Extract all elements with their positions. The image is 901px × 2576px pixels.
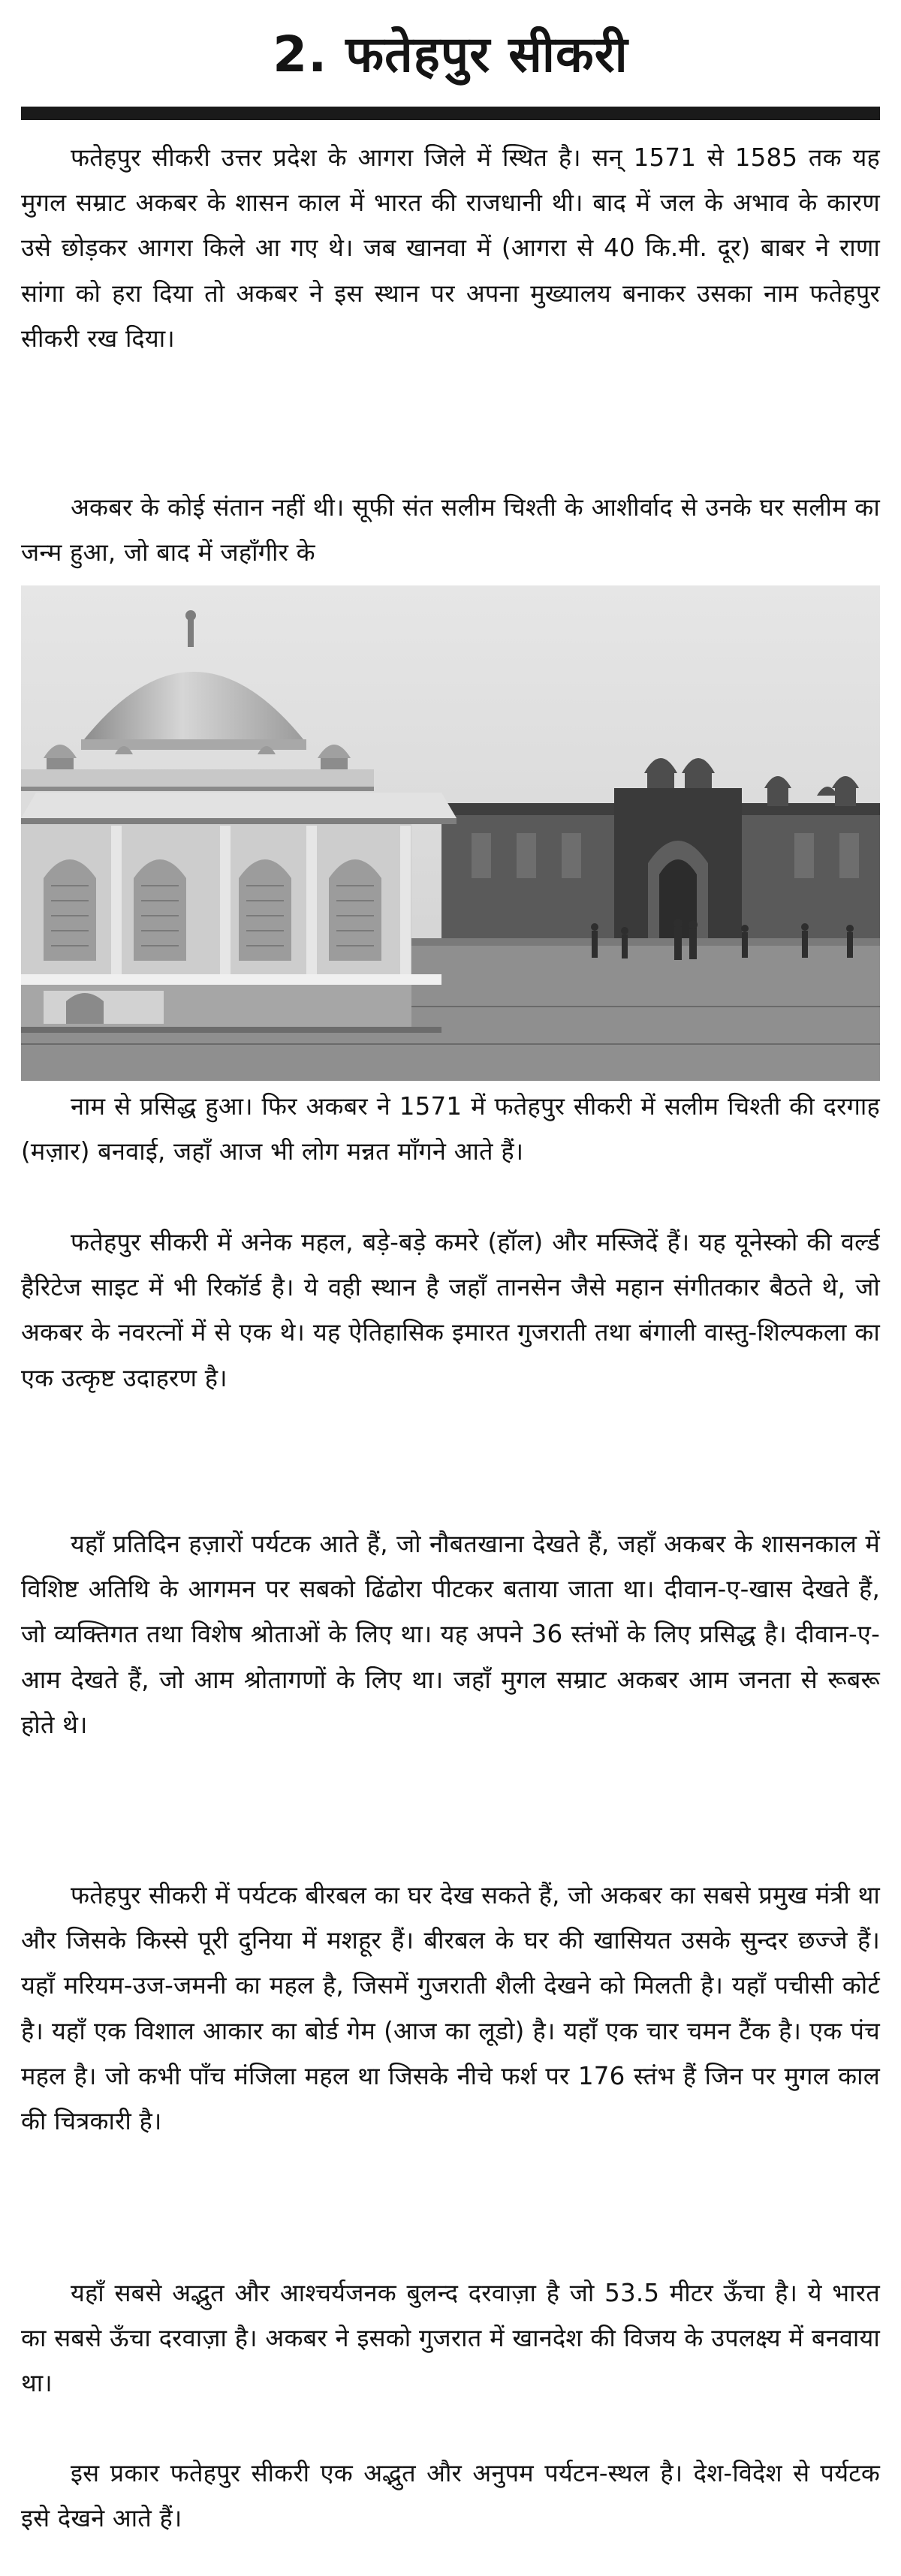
page-title: 2. फतेहपुर सीकरी [273,26,628,83]
paragraph-body-4: फतेहपुर सीकरी में पर्यटक बीरबल का घर देख सकते हैं, जो अकबर का सबसे प्रमुख मंत्री था और जिसके किस्से पूरी दुनिया में मशहूर हैं। बीरबल के घर की खासियत उसके सुन्दर छज्जे हैं। यहाँ मरियम-उज-जमनी का महल है, जिसमें गुजराती शैली देखने को मिलती है। यहाँ पचीसी कोर्ट है। यहाँ एक विशाल आकार का बोर्ड गेम (आज का लूडो) है। यहाँ एक चार चमन टैंक है। एक पंच महल है। जो कभी पाँच मंजिला महल था जिसके नीचे फर्श पर 176 स्तंभ हैं जिन पर मुगल काल की चित्रकारी है। [21,1881,880,2136]
paragraph-body-1: नाम से प्रसिद्ध हुआ। फिर अकबर ने 1571 में फतेहपुर सीकरी में सलीम चिश्ती की दरगाह (मज़ार) बनवाई, जहाँ आज भी लोग मन्नत माँगने आते हैं। [21,1092,880,1166]
paragraph-intro-2: अकबर के कोई संतान नहीं थी। सूफी संत सलीम चिश्ती के आशीर्वाद से उनके घर सलीम का जन्म हुआ, जो बाद में जहाँगीर के [21,493,880,567]
paragraph-intro-1: फतेहपुर सीकरी उत्तर प्रदेश के आगरा जिले में स्थित है। सन् 1571 से 1585 तक यह मुगल सम्राट अकबर के शासन काल में भारत की राजधानी थी। बाद में जल के अभाव के कारण उसे छोड़कर आगरा किले आ गए थे। जब खानवा में (आगरा से 40 कि.मी. दूर) बाबर ने राणा सांगा को हरा दिया तो अकबर ने इस स्थान पर अपना मुख्यालय बनाकर उसका नाम फतेहपुर सीकरी रख दिया। [21,143,880,353]
title-underline [21,107,880,120]
paragraph-body-5: यहाँ सबसे अद्भुत और आश्चर्यजनक बुलन्द दरवाज़ा है जो 53.5 मीटर ऊँचा है। ये भारत का सबसे ऊँचा दरवाज़ा है। अकबर ने इसको गुजरात में खानदेश की विजय के उपलक्ष्य में बनवाया था। [21,2279,880,2398]
fatehpur-sikri-photo [21,585,880,1081]
paragraph-body-2: फतेहपुर सीकरी में अनेक महल, बड़े-बड़े कमरे (हॉल) और मस्जिदें हैं। यह यूनेस्को की वर्ल्ड हैरिटेज साइट में भी रिकॉर्ड है। ये वही स्थान है जहाँ तानसेन जैसे महान संगीतकार बैठते थे, जो अकबर के नवरत्नों में से एक थे। यह ऐतिहासिक इमारत गुजराती तथा बंगाली वास्तु-शिल्पकला का एक उत्कृष्ट उदाहरण है। [21,1228,880,1392]
paragraph-body-6: इस प्रकार फतेहपुर सीकरी एक अद्भुत और अनुपम पर्यटन-स्थल है। देश-विदेश से पर्यटक इसे देखने आते हैं। [21,2459,880,2533]
paragraph-body-3: यहाँ प्रतिदिन हज़ारों पर्यटक आते हैं, जो नौबतखाना देखते हैं, जहाँ अकबर के शासनकाल में विशिष्ट अतिथि के आगमन पर सबको ढिंढोरा पीटकर बताया जाता था। दीवान-ए-खास देखते हैं, जो व्यक्तिगत तथा विशेष श्रोताओं के लिए था। यह अपने 36 स्तंभों के लिए प्रसिद्ध है। दीवान-ए-आम देखते हैं, जो आम श्रोतागणों के लिए था। जहाँ मुगल सम्राट अकबर आम जनता से रूबरू होते थे। [21,1530,880,1739]
